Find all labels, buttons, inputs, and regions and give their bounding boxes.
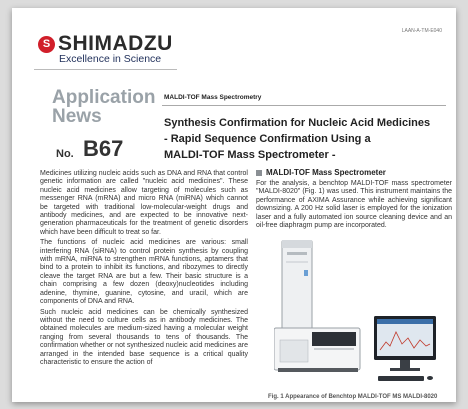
title-line-3: MALDI-TOF Mass Spectrometer -	[164, 149, 336, 161]
body-paragraph-3: Such nucleic acid medicines can be chemically synthesized without the need to culture cells as in antibody medicines. The obtained molecules are medium-sized having a molecular weight ranging from several thousands to tens of thousands. The confirmation whether or not synthesized nucleic acid medicines are arranged in the intended base sequence is a critical quality characteristic to ensure the action of	[40, 308, 248, 366]
category-divider	[162, 105, 446, 106]
figure-caption: Fig. 1 Appearance of Benchtop MALDI-TOF MS MALDI-8020	[268, 394, 438, 400]
issue-number: B67	[83, 136, 124, 161]
document-title	[164, 115, 444, 163]
issue-number-label: No.	[56, 148, 74, 160]
section-marker-icon	[256, 170, 262, 176]
brand-name: SHIMADZU	[58, 32, 173, 55]
body-column-right	[256, 168, 452, 230]
brand-tagline: Excellence in Science	[59, 53, 162, 65]
title-line-1: Synthesis Confirmation for Nucleic Acid Medicines	[164, 117, 431, 129]
body-paragraph-2: The functions of nucleic acid medicines are various: small interfering RNA (siRNA) to control protein synthesis by coupling with mRNA, miRNA to strengthen mRNA functions, aptamers that bind to a protein to inhibit its functions, and ribozymes to directly cleave the target RNA are but a few. Their basic structure is a chain comprising a few dozen (deoxy)nucleotides including adenine, thymine, guanine, cytosine, and uracil, which are components of DNA and RNA.	[40, 239, 248, 306]
document-page	[12, 8, 456, 402]
badge-line-2: News	[52, 106, 102, 127]
body-paragraph-1: Medicines utilizing nucleic acids such as DNA and RNA that control genetic information are called "nucleic acid medicines". These nucleic acid medicines allow targeting of molecules such as messenger RNA (mRNA) and micro RNA (miRNA) which cannot be targeted with traditional low-molecular-weight drugs and antibody medicines, and are expected to be innovative next-generation pharmaceuticals for the treatment of genetic disorders which have been difficult to treat so far.	[40, 170, 248, 236]
badge-line-1: Application	[52, 87, 156, 108]
section-paragraph: For the analysis, a benchtop MALDI-TOF mass spectrometer "MALDI-8020" (Fig. 1) was used. This instrument maintains the performance of AXIMA Assurance while achieving significant downsizing. A 200 Hz solid laser is employed for the ionization laser and a fully automated ion source cleaning device and an oil-free diaphragm pump are incorporated.	[256, 180, 452, 230]
maldi-instrument-image	[274, 240, 444, 392]
section-heading-text: MALDI-TOF Mass Spectrometer	[266, 168, 386, 177]
title-line-2: - Rapid Sequence Confirmation Using a	[164, 133, 371, 145]
application-news-badge	[52, 88, 155, 126]
body-column-left	[40, 170, 248, 369]
document-id: LAAN-A-TM-E040	[401, 28, 442, 34]
section-heading	[256, 168, 452, 177]
shimadzu-logo-mark-icon: S	[38, 36, 55, 53]
header-divider	[34, 69, 177, 70]
category-label: MALDI-TOF Mass Spectrometry	[164, 94, 262, 101]
